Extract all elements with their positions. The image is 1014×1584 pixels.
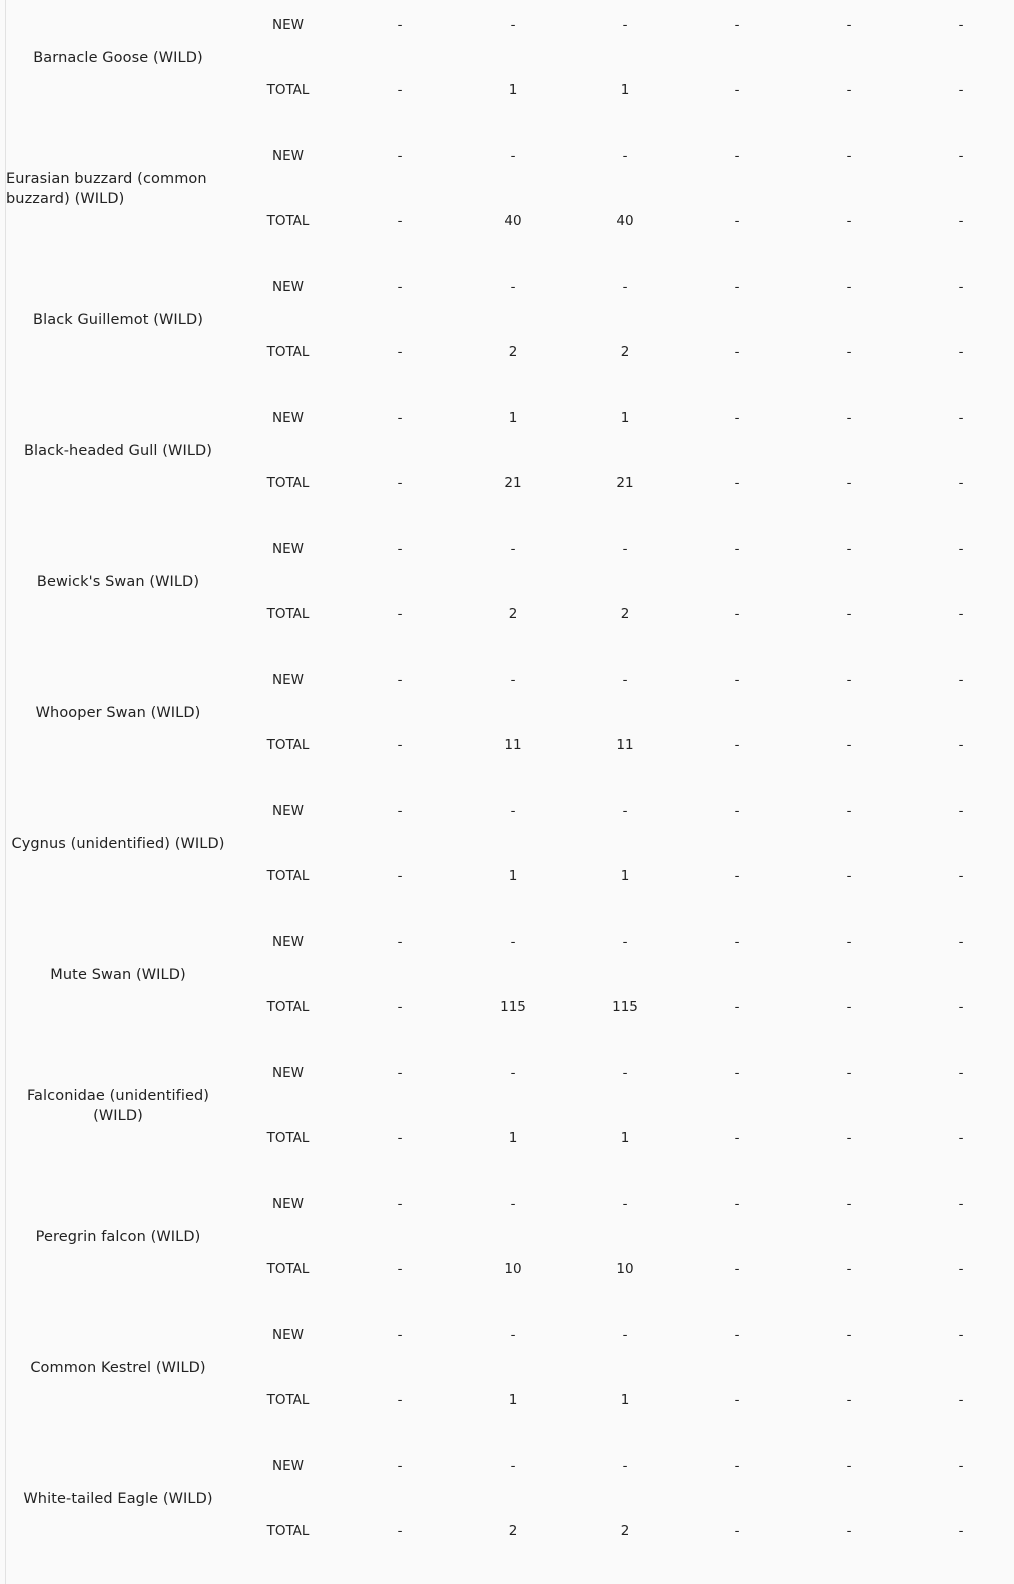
table-cell: - [510, 1065, 516, 1081]
table-cell: 1 [620, 868, 630, 884]
species-group [0, 1302, 1014, 1433]
table-cell: - [958, 1458, 964, 1474]
table-cell: - [622, 1458, 628, 1474]
table-cell: - [510, 1196, 516, 1212]
table-cell: - [958, 737, 964, 753]
table-cell: - [734, 213, 740, 229]
table-row-total [0, 997, 1014, 1017]
table-cell: 10 [504, 1261, 522, 1277]
table-cell: 2 [508, 344, 518, 360]
table-cell: 1 [508, 410, 518, 426]
table-cell: 1 [620, 1130, 630, 1146]
table-cell: - [846, 344, 852, 360]
table-cell: - [958, 672, 964, 688]
table-cell: - [846, 475, 852, 491]
table-cell: - [734, 1458, 740, 1474]
table-cell: - [846, 737, 852, 753]
table-cell: - [958, 606, 964, 622]
table-cell: - [734, 934, 740, 950]
table-cell: - [397, 213, 403, 229]
species-name: Whooper Swan (WILD) [35, 704, 201, 721]
table-cell: - [397, 475, 403, 491]
species-group [0, 123, 1014, 254]
table-cell: - [622, 1327, 628, 1343]
table-cell: - [510, 1327, 516, 1343]
table-cell: - [510, 1458, 516, 1474]
table-cell: - [510, 279, 516, 295]
table-cell: - [734, 279, 740, 295]
table-cell: - [734, 803, 740, 819]
row-label-total: TOTAL [266, 213, 310, 229]
table-cell: - [846, 1523, 852, 1539]
table-cell: - [958, 868, 964, 884]
table-cell: 40 [616, 213, 634, 229]
table-cell: - [734, 737, 740, 753]
table-cell: - [846, 999, 852, 1015]
table-cell: - [397, 344, 403, 360]
species-group [0, 1433, 1014, 1564]
table-cell: - [846, 213, 852, 229]
table-row-total [0, 80, 1014, 100]
table-cell: - [622, 1065, 628, 1081]
table-cell: - [397, 999, 403, 1015]
table-row-total [0, 735, 1014, 755]
table-cell: - [846, 868, 852, 884]
table-cell: 11 [616, 737, 634, 753]
table-cell: - [958, 1196, 964, 1212]
table-cell: - [846, 541, 852, 557]
table-row-new [0, 539, 1014, 559]
row-label-new: NEW [272, 1458, 304, 1474]
table-cell: - [397, 803, 403, 819]
table-cell: - [958, 279, 964, 295]
table-cell: - [958, 1261, 964, 1277]
row-label-total: TOTAL [266, 344, 310, 360]
species-name: White-tailed Eagle (WILD) [23, 1490, 213, 1507]
table-cell: - [958, 17, 964, 33]
row-label-total: TOTAL [266, 82, 310, 98]
table-cell: 1 [620, 410, 630, 426]
table-cell: - [958, 1327, 964, 1343]
table-cell: - [510, 148, 516, 164]
table-cell: - [622, 148, 628, 164]
table-row-new [0, 1194, 1014, 1214]
species-group [0, 385, 1014, 516]
species-name: Black Guillemot (WILD) [33, 311, 203, 328]
row-label-total: TOTAL [266, 1261, 310, 1277]
species-name: Bewick's Swan (WILD) [36, 573, 200, 590]
table-cell: - [846, 1392, 852, 1408]
table-cell: 21 [616, 475, 634, 491]
row-label-new: NEW [272, 279, 304, 295]
table-cell: - [734, 1196, 740, 1212]
species-group [0, 1171, 1014, 1302]
table-cell: - [397, 17, 403, 33]
species-name: Black-headed Gull (WILD) [23, 442, 213, 459]
table-cell: - [397, 606, 403, 622]
table-cell: - [622, 803, 628, 819]
table-cell: - [846, 1065, 852, 1081]
species-group [0, 1040, 1014, 1171]
table-cell: - [846, 1196, 852, 1212]
table-cell: - [397, 1130, 403, 1146]
table-row-new [0, 1325, 1014, 1345]
table-row-new [0, 1456, 1014, 1476]
table-cell: 1 [508, 1392, 518, 1408]
table-row-new [0, 932, 1014, 952]
table-cell: - [846, 934, 852, 950]
table-cell: - [622, 672, 628, 688]
table-cell: 115 [612, 999, 638, 1015]
table-cell: - [958, 999, 964, 1015]
table-cell: - [846, 803, 852, 819]
table-cell: - [734, 1261, 740, 1277]
table-row-total [0, 1521, 1014, 1541]
table-cell: - [397, 1065, 403, 1081]
table-cell: - [510, 541, 516, 557]
table-cell: - [397, 82, 403, 98]
table-cell: - [734, 410, 740, 426]
table-cell: - [958, 541, 964, 557]
table-cell: 2 [620, 1523, 630, 1539]
row-label-new: NEW [272, 1065, 304, 1081]
table-cell: - [734, 148, 740, 164]
table-cell: - [510, 934, 516, 950]
table-cell: - [958, 475, 964, 491]
table-cell: - [397, 672, 403, 688]
table-row-new [0, 801, 1014, 821]
table-cell: - [622, 1196, 628, 1212]
table-cell: - [622, 279, 628, 295]
table-cell: - [734, 1392, 740, 1408]
table-cell: - [734, 868, 740, 884]
table-cell: - [622, 17, 628, 33]
table-cell: - [734, 344, 740, 360]
table-cell: - [846, 1327, 852, 1343]
table-cell: - [958, 1392, 964, 1408]
table-cell: - [958, 213, 964, 229]
table-cell: 2 [508, 1523, 518, 1539]
table-cell: - [958, 1130, 964, 1146]
table-cell: 40 [504, 213, 522, 229]
table-cell: - [397, 1523, 403, 1539]
species-name: Peregrin falcon (WILD) [35, 1228, 201, 1245]
table-row-new [0, 277, 1014, 297]
table-cell: - [846, 410, 852, 426]
row-label-total: TOTAL [266, 999, 310, 1015]
species-group [0, 909, 1014, 1040]
table-cell: 1 [508, 82, 518, 98]
table-row-total [0, 866, 1014, 886]
table-cell: - [734, 672, 740, 688]
table-cell: - [846, 1261, 852, 1277]
table-row-total [0, 473, 1014, 493]
table-cell: - [958, 1065, 964, 1081]
table-cell: - [397, 541, 403, 557]
table-cell: - [510, 17, 516, 33]
table-cell: - [958, 82, 964, 98]
table-row-total [0, 1259, 1014, 1279]
table-cell: - [958, 148, 964, 164]
table-cell: - [397, 868, 403, 884]
table-row-total [0, 211, 1014, 231]
species-name: Barnacle Goose (WILD) [33, 49, 203, 66]
table-cell: - [846, 672, 852, 688]
table-cell: - [958, 344, 964, 360]
table-cell: - [734, 541, 740, 557]
table-row-total [0, 342, 1014, 362]
table-row-total [0, 1128, 1014, 1148]
species-group [0, 254, 1014, 385]
row-label-new: NEW [272, 672, 304, 688]
table-cell: - [734, 1523, 740, 1539]
table-cell: - [397, 410, 403, 426]
table-cell: - [846, 82, 852, 98]
table-cell: - [397, 1327, 403, 1343]
table-cell: - [846, 17, 852, 33]
row-label-total: TOTAL [266, 1392, 310, 1408]
table-cell: - [846, 606, 852, 622]
row-label-total: TOTAL [266, 1523, 310, 1539]
table-cell: - [734, 1130, 740, 1146]
row-label-new: NEW [272, 803, 304, 819]
table-cell: 2 [508, 606, 518, 622]
species-name: Common Kestrel (WILD) [30, 1359, 206, 1376]
table-cell: 1 [508, 868, 518, 884]
table-cell: - [734, 82, 740, 98]
table-cell: - [734, 606, 740, 622]
table-cell: 1 [620, 82, 630, 98]
species-name: Falconidae (unidentified) (WILD) [26, 1087, 210, 1124]
species-name: Eurasian buzzard (common buzzard) (WILD) [6, 170, 207, 207]
table-cell: - [397, 1261, 403, 1277]
table-cell: 11 [504, 737, 522, 753]
row-label-total: TOTAL [266, 737, 310, 753]
table-cell: - [510, 672, 516, 688]
table-cell: - [734, 1327, 740, 1343]
table-cell: 1 [620, 1392, 630, 1408]
table-row-total [0, 604, 1014, 624]
species-name: Mute Swan (WILD) [50, 966, 186, 983]
table-cell: - [397, 934, 403, 950]
table-row-new [0, 1063, 1014, 1083]
table-cell: - [397, 737, 403, 753]
row-label-new: NEW [272, 1327, 304, 1343]
table-cell: - [622, 934, 628, 950]
row-label-total: TOTAL [266, 1130, 310, 1146]
row-label-new: NEW [272, 148, 304, 164]
table-row-new [0, 670, 1014, 690]
table-cell: - [958, 410, 964, 426]
row-label-new: NEW [272, 934, 304, 950]
species-group [0, 0, 1014, 123]
table-row-new [0, 408, 1014, 428]
table-cell: 21 [504, 475, 522, 491]
table-cell: - [397, 279, 403, 295]
table-cell: - [846, 279, 852, 295]
species-group [0, 516, 1014, 647]
table-cell: - [397, 1458, 403, 1474]
table-cell: - [734, 999, 740, 1015]
table-cell: - [397, 148, 403, 164]
row-label-total: TOTAL [266, 606, 310, 622]
table-row-new [0, 15, 1014, 35]
row-label-new: NEW [272, 541, 304, 557]
row-label-total: TOTAL [266, 475, 310, 491]
row-label-total: TOTAL [266, 868, 310, 884]
table-row-total [0, 1390, 1014, 1410]
table-cell: 2 [620, 344, 630, 360]
table-cell: - [622, 541, 628, 557]
table-cell: - [958, 803, 964, 819]
row-label-new: NEW [272, 17, 304, 33]
species-group [0, 647, 1014, 778]
table-cell: - [510, 803, 516, 819]
table-cell: - [958, 1523, 964, 1539]
table-row-new [0, 146, 1014, 166]
table-cell: - [846, 1458, 852, 1474]
table-cell: - [846, 1130, 852, 1146]
table-cell: 2 [620, 606, 630, 622]
species-name: Cygnus (unidentified) (WILD) [11, 835, 225, 852]
species-group [0, 778, 1014, 909]
table-cell: 1 [508, 1130, 518, 1146]
table-cell: - [734, 17, 740, 33]
table-cell: - [397, 1196, 403, 1212]
table-cell: 10 [616, 1261, 634, 1277]
table-cell: - [846, 148, 852, 164]
table-cell: - [958, 934, 964, 950]
table-cell: - [734, 1065, 740, 1081]
row-label-new: NEW [272, 1196, 304, 1212]
table-cell: - [397, 1392, 403, 1408]
table-cell: - [734, 475, 740, 491]
table-cell: 115 [500, 999, 526, 1015]
row-label-new: NEW [272, 410, 304, 426]
